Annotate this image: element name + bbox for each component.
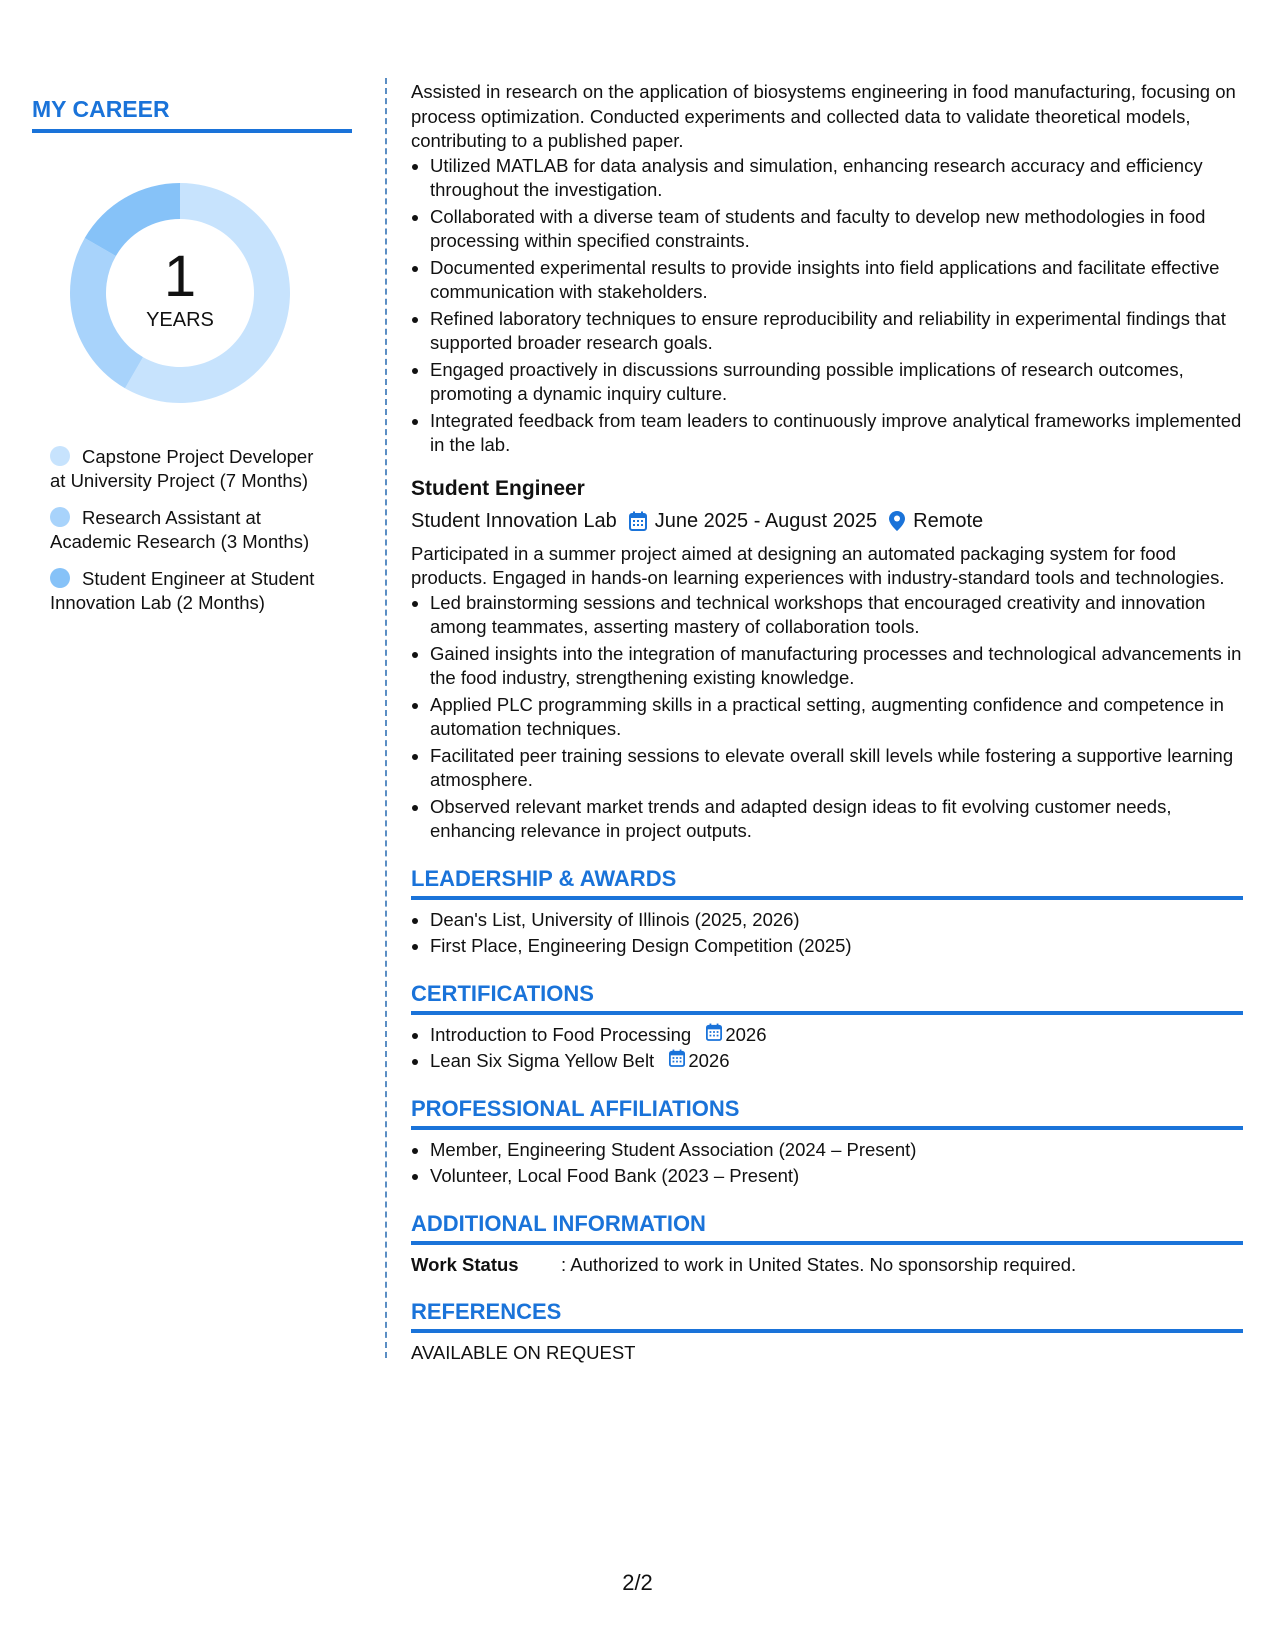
role-company: Student Innovation Lab (411, 509, 617, 532)
page-number: 2/2 (622, 1570, 653, 1595)
legend-item (50, 567, 332, 615)
sidebar (32, 96, 352, 628)
list-item: • Led brainstorming sessions and technical workshops that encouraged creativity and innovation among teammates, asserting mastery of collaboration tools. (430, 591, 1243, 640)
cert-year: 2026 (725, 1023, 767, 1045)
role-title: Student Engineer (411, 476, 585, 500)
list-item: • Member, Engineering Student Association (2024 – Present) (430, 1138, 1243, 1163)
affiliations-list (411, 1138, 1243, 1189)
list-item: • Gained insights into the integration of manufacturing processes and technological advancements in the food industry, strengthening existing knowledge. (430, 642, 1243, 691)
legend-label: Student Engineer at Student Innovation Lab (2 Months) (50, 568, 315, 613)
cert-name: Lean Six Sigma Yellow Belt (430, 1050, 655, 1071)
career-title: MY CAREER (32, 96, 352, 133)
legend-item (50, 506, 332, 554)
calendar-icon (629, 511, 647, 531)
role-dates: June 2025 - August 2025 (654, 509, 878, 532)
legend-dot (50, 446, 70, 466)
cert-name: Introduction to Food Processing (430, 1023, 692, 1045)
role-meta (411, 508, 1243, 534)
legend-dot (50, 568, 70, 588)
list-item: • Applied PLC programming skills in a practical setting, augmenting confidence and competence in automation techniques. (430, 693, 1243, 742)
legend-item (50, 445, 332, 493)
leadership-list (411, 908, 1243, 959)
list-item: • Observed relevant market trends and adapted design ideas to fit evolving customer needs, enhancing relevance in project outputs. (430, 795, 1243, 844)
list-item: • First Place, Engineering Design Competition (2025) (430, 934, 1243, 959)
references-section-title: REFERENCES (411, 1299, 1243, 1333)
main-content (411, 80, 1243, 1365)
prev-role-summary: Assisted in research on the application of biosystems engineering in food manufacturing, focusing on process optimization. Conducted experiments and collected data to validate theoretical models, contributing to a published paper. (411, 81, 1236, 151)
certifications-list (411, 1023, 1243, 1074)
leadership-section-title: LEADERSHIP & AWARDS (411, 866, 1243, 900)
additional-info-section-title: ADDITIONAL INFORMATION (411, 1211, 1243, 1245)
role-location: Remote (913, 509, 984, 532)
total-years-unit: YEARS (146, 308, 214, 331)
total-years-value: 1 (163, 243, 197, 309)
location-pin-icon (889, 511, 905, 531)
work-status-label: Work Status (411, 1253, 519, 1275)
list-item: • Collaborated with a diverse team of students and faculty to develop new methodologies in food processing within specified constraints. (430, 205, 1243, 254)
legend-label: Capstone Project Developer at University Project (7 Months) (50, 446, 314, 491)
role-bullets (411, 591, 1243, 844)
calendar-icon (706, 1023, 722, 1048)
legend-label: Research Assistant at Academic Research (3 Months) (50, 507, 310, 552)
column-divider (385, 78, 387, 1358)
work-status-row (411, 1253, 1243, 1277)
list-item (430, 1049, 1243, 1074)
list-item: • Integrated feedback from team leaders to continuously improve analytical frameworks implemented in the lab. (430, 409, 1243, 458)
legend-dot (50, 507, 70, 527)
certifications-section-title: CERTIFICATIONS (411, 981, 1243, 1015)
career-legend (50, 445, 332, 615)
role-summary: Participated in a summer project aimed at designing an automated packaging system for food products. Engaged in hands-on learning experiences with industry-standard tools and technologies. (411, 542, 1225, 588)
list-item: • Engaged proactively in discussions surrounding possible implications of research outcomes, promoting a dynamic inquiry culture. (430, 358, 1243, 407)
list-item: • Documented experimental results to provide insights into field applications and facilitate effective communication with stakeholders. (430, 256, 1243, 305)
work-status-value: : Authorized to work in United States. No sponsorship required. (561, 1253, 1077, 1275)
cert-year: 2026 (688, 1050, 730, 1071)
references-text: AVAILABLE ON REQUEST (411, 1341, 636, 1363)
list-item: • Refined laboratory techniques to ensure reproducibility and reliability in experimental findings that supported broader research goals. (430, 307, 1243, 356)
donut-center (66, 179, 294, 407)
calendar-icon (669, 1049, 685, 1074)
career-donut-chart (66, 179, 294, 407)
list-item: • Volunteer, Local Food Bank (2023 – Present) (430, 1164, 1243, 1189)
list-item: • Utilized MATLAB for data analysis and simulation, enhancing research accuracy and efficiency throughout the investigation. (430, 154, 1243, 203)
list-item: • Facilitated peer training sessions to elevate overall skill levels while fostering a supportive learning atmosphere. (430, 744, 1243, 793)
list-item: • Dean's List, University of Illinois (2025, 2026) (430, 908, 1243, 933)
list-item (430, 1023, 1243, 1048)
prev-role-bullets (411, 154, 1243, 458)
affiliations-section-title: PROFESSIONAL AFFILIATIONS (411, 1096, 1243, 1130)
